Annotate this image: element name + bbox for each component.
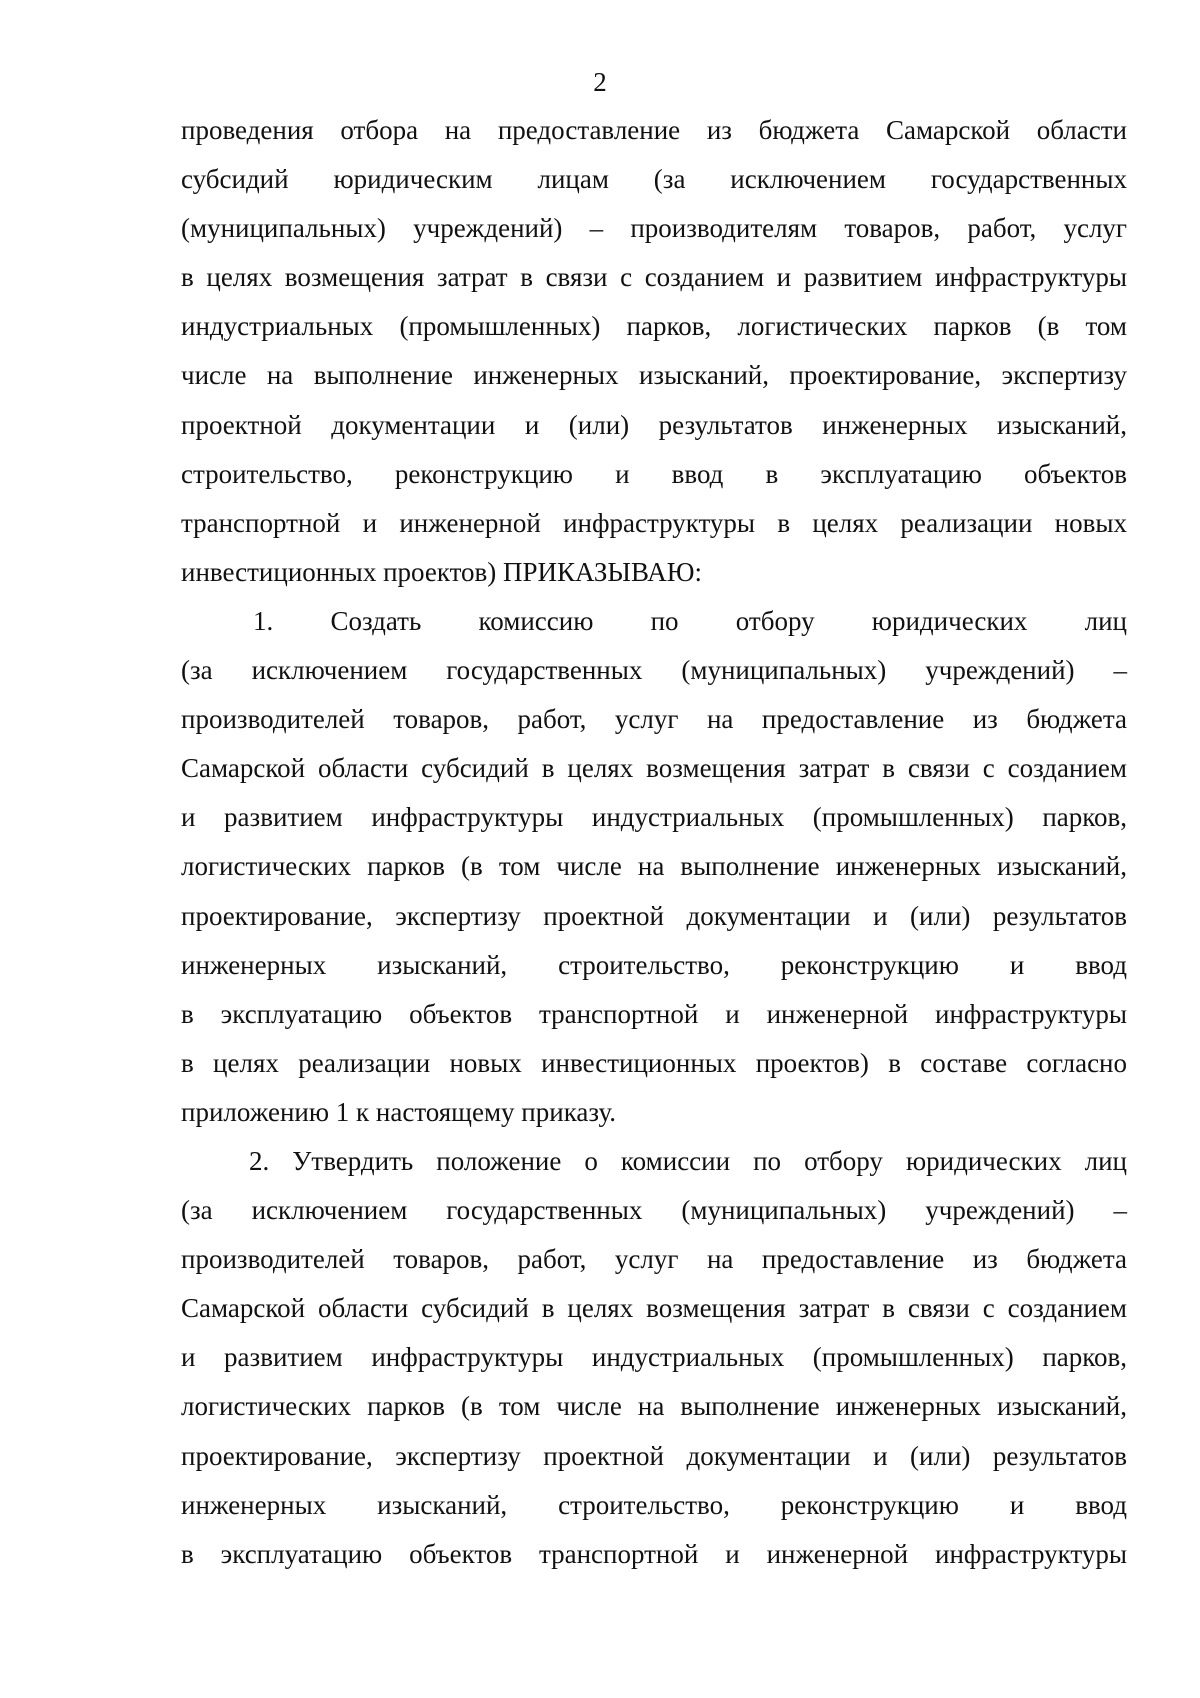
- text-line: в целях возмещения затрат в связи с созданием и развитием инфраструктуры: [181, 262, 1127, 293]
- text-line: проведения отбора на предоставление из бюджета Самарской области: [181, 115, 1127, 145]
- item-2-paragraph: [181, 1137, 1127, 1579]
- text-line: инвестиционных проектов) ПРИКАЗЫВАЮ:: [181, 556, 703, 587]
- text-line: и развитием инфраструктуры индустриальных (промышленных) парков,: [181, 1342, 1127, 1373]
- text-line: и развитием инфраструктуры индустриальных (промышленных) парков,: [181, 802, 1127, 833]
- text-line: (муниципальных) учреждений) – производителям товаров, работ, услуг: [181, 213, 1127, 244]
- text-line: инженерных изысканий, строительство, реконструкцию и ввод: [181, 949, 1127, 980]
- text-line: производителей товаров, работ, услуг на предоставление из бюджета: [181, 704, 1127, 735]
- document-body: [181, 106, 1127, 1579]
- page-number: 2: [593, 67, 607, 97]
- text-line: (за исключением государственных (муниципальных) учреждений) –: [181, 1195, 1127, 1226]
- text-line: индустриальных (промышленных) парков, логистических парков (в том: [181, 311, 1127, 342]
- text-line: проектной документации и (или) результатов инженерных изысканий,: [181, 409, 1127, 440]
- text-line: 2. Утвердить положение о комиссии по отбору юридических лиц: [249, 1145, 1127, 1176]
- text-line: в эксплуатацию объектов транспортной и инженерной инфраструктуры: [181, 1538, 1127, 1569]
- text-line: Самарской области субсидий в целях возмещения затрат в связи с созданием: [181, 1293, 1127, 1324]
- text-line: транспортной и инженерной инфраструктуры в целях реализации новых: [181, 507, 1127, 538]
- text-line: проектирование, экспертизу проектной документации и (или) результатов: [181, 1440, 1127, 1471]
- preamble-paragraph: [181, 106, 1127, 597]
- text-line: в эксплуатацию объектов транспортной и инженерной инфраструктуры: [181, 998, 1127, 1029]
- text-line: проектирование, экспертизу проектной документации и (или) результатов: [181, 900, 1127, 931]
- text-line: инженерных изысканий, строительство, реконструкцию и ввод: [181, 1489, 1127, 1520]
- text-line: производителей товаров, работ, услуг на предоставление из бюджета: [181, 1244, 1127, 1275]
- text-line: 1. Создать комиссию по отбору юридических лиц: [253, 605, 1127, 636]
- item-1-paragraph: [181, 597, 1127, 1137]
- text-line: числе на выполнение инженерных изысканий, проектирование, экспертизу: [181, 360, 1127, 391]
- text-line: приложению 1 к настоящему приказу.: [181, 1096, 617, 1127]
- text-line: (за исключением государственных (муниципальных) учреждений) –: [181, 655, 1127, 686]
- text-line: в целях реализации новых инвестиционных проектов) в составе согласно: [181, 1047, 1127, 1078]
- text-line: Самарской области субсидий в целях возмещения затрат в связи с созданием: [181, 753, 1127, 784]
- text-line: логистических парков (в том числе на выполнение инженерных изысканий,: [181, 851, 1127, 882]
- text-line: логистических парков (в том числе на выполнение инженерных изысканий,: [181, 1391, 1127, 1422]
- text-line: субсидий юридическим лицам (за исключением государственных: [181, 164, 1127, 195]
- text-line: строительство, реконструкцию и ввод в эксплуатацию объектов: [181, 458, 1127, 489]
